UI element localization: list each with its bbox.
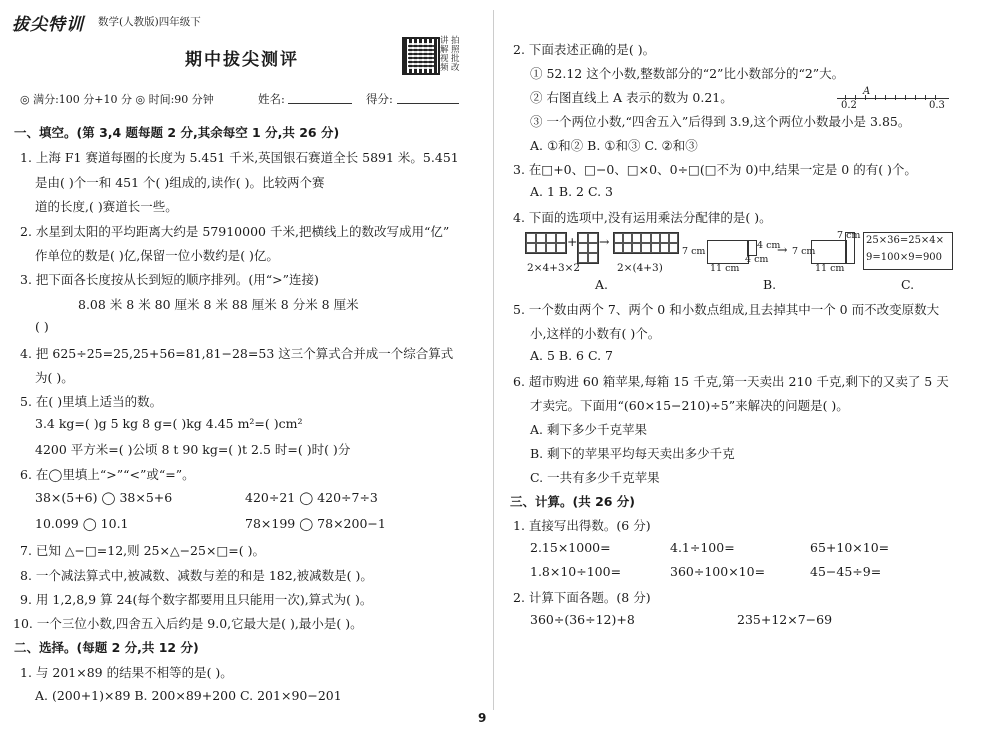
qr-caption: 讲解视频 [440,36,449,73]
figure-a-caption-1: 2×4+3×2 [527,262,581,274]
figure-b-label-3: 7 cm [792,246,816,257]
question-6-item-3: 10.099 ◯ 10.1 [35,516,129,531]
number-line-label-end: 0.3 [929,100,945,111]
calc-1-item-2: 4.1÷100= [670,540,735,555]
question-5: 5. 在( )里填上适当的数。 [20,394,163,409]
choice-1-options: A. (200+1)×89 B. 200×89+200 C. 201×90−201 [35,688,342,703]
question-10: 10. 一个三位小数,四舍五入后约是 9.0,它最大是( ),最小是( )。 [13,616,363,631]
calc-1-item-4: 1.8×10÷100= [530,564,622,579]
figure-b-label-7: 11 cm [815,263,845,274]
arrow-icon-2: → [777,242,788,257]
section-choice: 二、选择。(每题 2 分,共 12 分) [14,640,199,655]
choice-2-options: A. ①和② B. ①和③ C. ②和③ [530,138,698,153]
score-blank[interactable] [397,103,459,104]
figure-b-label-4: 11 cm [710,263,740,274]
figure-b-label-6: 4 cm [745,254,769,265]
figure-c-line-2: 9=100×9=900 [866,252,943,263]
figure-c-line-1: 25×36=25×4× [866,235,945,246]
calc-2-item-1: 360÷(36÷12)+8 [530,612,635,627]
choice-6-option-c: C. 一共有多少千克苹果 [530,470,660,485]
question-6: 6. 在◯里填上“>”“<”或“=”。 [20,467,195,482]
figure-a-caption-2: 2×(4+3) [617,262,663,274]
figure-option-c: C. [901,277,915,292]
choice-6-line-1: 6. 超市购进 60 箱苹果,每箱 15 千克,第一天卖出 210 千克,剩下的又卖了 5 天 [513,374,949,389]
calc-1-item-6: 45−45÷9= [810,564,882,579]
choice-6-option-a: A. 剩下多少千克苹果 [530,422,647,437]
plus-sign: + [567,234,578,249]
subject-label: 数学(人教版)四年级下 [98,16,201,28]
question-1-line-3: 道的长度,( )赛道长一些。 [35,199,178,214]
question-2-line-2: 作单位的数是( )亿,保留一位小数约是( )亿。 [35,248,279,263]
score-label: 得分: [366,92,393,106]
score-info: ◎ 满分:100 分+10 分 ◎ 时间:90 分钟 [20,93,214,106]
rectangle-b1 [707,240,749,264]
column-divider [493,10,494,710]
number-line-label-start: 0.2 [841,100,857,111]
choice-5-line-2: 小,这样的小数有( )个。 [530,326,661,341]
question-3: 3. 把下面各长度按从长到短的顺序排列。(用“>”连接) [20,272,319,287]
question-1-line-1: 1. 上海 F1 赛道每圈的长度为 5.451 千米,英国银石赛道全长 5891 米。5.451 [20,150,459,165]
figure-option-b: B. [763,277,777,292]
question-2-line-1: 2. 水星到太阳的平均距离大约是 57910000 千米,把横线上的数改写成用“亿” [20,224,450,239]
choice-5-line-1: 5. 一个数由两个 7、两个 0 和小数点组成,且去掉其中一个 0 而不改变原数大 [513,302,940,317]
question-9: 9. 用 1,2,8,9 算 24(每个数字都要用且只能用一次),算式为( )。 [20,592,373,607]
question-6-item-1: 38×(5+6) ◯ 38×5+6 [35,490,173,505]
rectangle-b3 [811,240,847,264]
number-line-label-a: A [863,86,871,97]
question-7: 7. 已知 △−□=12,则 25×△−25×□=( )。 [20,543,265,558]
calc-1-item-5: 360÷100×10= [670,564,766,579]
grid-figure-a1 [525,232,567,254]
question-3-options: 8.08 米 8 米 80 厘米 8 米 88 厘米 8 分米 8 厘米 [78,297,359,312]
question-1-line-2: 是由( )个一和 451 个( )组成的,读作( )。比较两个赛 [35,175,325,190]
choice-4: 4. 下面的选项中,没有运用乘法分配律的是( )。 [513,210,772,225]
name-label: 姓名: [258,92,285,106]
calc-2-item-2: 235+12×7−69 [737,612,833,627]
choice-2-statement-2: ② 右图直线上 A 表示的数为 0.21。 [530,90,733,105]
question-5-row-2: 4200 平方米=( )公顷 8 t 90 kg=( )t 2.5 时=( )时( )分 [35,442,351,457]
question-6-item-2: 420÷21 ◯ 420÷7÷3 [245,490,378,505]
section-fill-in: 一、填空。(第 3,4 题每题 2 分,其余每空 1 分,共 26 分) [14,125,340,140]
choice-2: 2. 下面表述正确的是( )。 [513,42,656,57]
brand-logo: 拔尖特训 [12,15,84,35]
question-4-line-1: 4. 把 625÷25=25,25+56=81,81−28=53 这三个算式合并成一个综合算式 [20,346,454,361]
question-6-item-4: 78×199 ◯ 78×200−1 [245,516,386,531]
calc-1: 1. 直接写出得数。(6 分) [513,518,651,533]
figure-b-label-5: 7 cm [837,230,861,241]
choice-2-statement-1: ① 52.12 这个小数,整数部分的“2”比小数部分的“2”大。 [530,66,845,81]
grid-figure-a2 [577,232,599,264]
page-number: 9 [478,711,487,725]
grid-figure-a3 [613,232,679,254]
figure-b-label-1: 7 cm [682,246,706,257]
choice-3: 3. 在□+0、□−0、□×0、0÷□(□不为 0)中,结果一定是 0 的有( )个。 [513,162,917,177]
choice-5-options: A. 5 B. 6 C. 7 [530,348,613,363]
qr-code-icon[interactable] [402,37,440,75]
question-4-line-2: 为( )。 [35,370,74,385]
number-line [837,98,949,99]
figure-option-a: A. [595,277,609,292]
calc-1-item-3: 65+10×10= [810,540,890,555]
page-title: 期中拔尖测评 [185,50,299,70]
question-3-answer[interactable]: ( ) [35,319,49,334]
figure-b-label-2: 4 cm [757,240,781,251]
choice-1: 1. 与 201×89 的结果不相等的是( )。 [20,665,233,680]
choice-6-option-b: B. 剩下的苹果平均每天卖出多少千克 [530,446,735,461]
question-5-row-1: 3.4 kg=( )g 5 kg 8 g=( )kg 4.45 m²=( )cm² [35,416,303,431]
choice-3-options: A. 1 B. 2 C. 3 [530,184,613,199]
question-8: 8. 一个减法算式中,被减数、减数与差的和是 182,被减数是( )。 [20,568,373,583]
section-calculation: 三、计算。(共 26 分) [510,494,636,509]
qr-caption-2: 拍照批改 [451,36,460,73]
calc-1-item-1: 2.15×1000= [530,540,611,555]
choice-2-statement-3: ③ 一个两位小数,“四舍五入”后得到 3.9,这个两位小数最小是 3.85。 [530,114,911,129]
calc-2: 2. 计算下面各题。(8 分) [513,590,651,605]
arrow-icon: → [599,234,610,249]
choice-6-line-2: 才卖完。下面用“(60×15−210)÷5”来解决的问题是( )。 [530,398,849,413]
name-blank[interactable] [288,103,352,104]
